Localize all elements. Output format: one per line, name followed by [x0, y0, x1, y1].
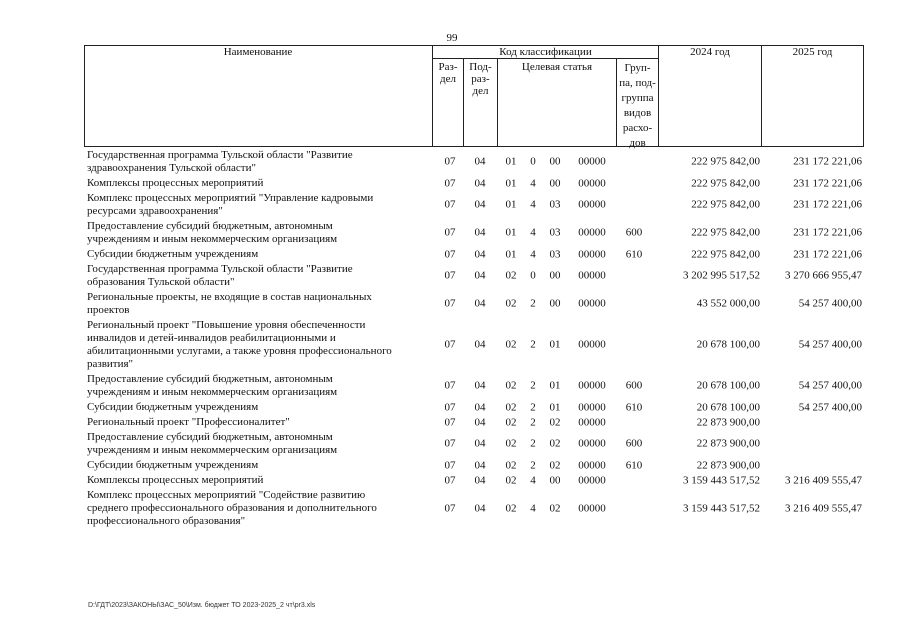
- cell-podrazdel: 04: [474, 155, 486, 168]
- cell-cs2: 2: [530, 297, 536, 310]
- header-name: Наименование: [223, 46, 293, 58]
- cell-cs3: 00: [549, 297, 561, 310]
- cell-y2024: 222 975 842,00: [691, 198, 760, 211]
- cell-cs1: 02: [505, 338, 517, 351]
- cell-y2024: 3 159 443 517,52: [683, 474, 760, 486]
- cell-cs4: 00000: [578, 401, 606, 413]
- table-row: [0, 148, 904, 176]
- cell-podrazdel: 04: [474, 502, 486, 514]
- cell-cs3: 00: [549, 474, 561, 486]
- table-row: [0, 430, 904, 458]
- cell-y2025: 231 172 221,06: [793, 198, 862, 211]
- cell-cs2: 2: [530, 379, 536, 392]
- cell-cs4: 00000: [578, 459, 606, 471]
- cell-cs2: 2: [530, 338, 536, 351]
- cell-cs3: 02: [549, 437, 561, 450]
- cell-y2025: 231 172 221,06: [793, 155, 862, 168]
- table-row: [0, 488, 904, 529]
- cell-cs1: 02: [505, 459, 517, 471]
- cell-cs1: 01: [505, 198, 517, 211]
- cell-y2024: 222 975 842,00: [691, 226, 760, 239]
- cell-podrazdel: 04: [474, 401, 486, 413]
- table-row: [0, 372, 904, 400]
- cell-y2024: 3 202 995 517,52: [683, 269, 760, 282]
- cell-cs2: 0: [530, 155, 536, 168]
- row-name: Предоставление субсидий бюджетным, автономным учреждениям и иным некоммерческим организациям: [87, 220, 338, 245]
- cell-y2024: 22 873 900,00: [696, 437, 760, 450]
- cell-y2025: 3 216 409 555,47: [785, 474, 862, 486]
- cell-y2024: 43 552 000,00: [696, 297, 760, 310]
- header-target-article: Целевая статья: [521, 61, 593, 73]
- cell-y2025: 3 270 666 955,47: [785, 269, 862, 282]
- cell-cs1: 02: [505, 379, 517, 392]
- row-name: Региональные проекты, не входящие в состав национальных проектов: [87, 291, 372, 316]
- table-row: [0, 176, 904, 191]
- cell-grp: 600: [625, 226, 643, 239]
- cell-razdel: 07: [444, 338, 456, 351]
- table-row: [0, 262, 904, 290]
- cell-cs1: 02: [505, 474, 517, 486]
- cell-cs1: 01: [505, 155, 517, 168]
- cell-cs1: 02: [505, 502, 517, 514]
- cell-y2025: 231 172 221,06: [793, 226, 862, 239]
- row-name: Региональный проект "Повышение уровня обеспеченности инвалидов и детей-инвалидов реабилитационными и абилитационными услугами, а также уровня профессионального развития": [87, 319, 392, 370]
- cell-y2024: 3 159 443 517,52: [683, 502, 760, 514]
- cell-y2025: 3 216 409 555,47: [785, 502, 862, 514]
- cell-razdel: 07: [444, 459, 456, 471]
- row-name: Комплексы процессных мероприятий: [87, 474, 264, 486]
- cell-y2024: 22 873 900,00: [696, 416, 760, 428]
- cell-cs2: 2: [530, 416, 536, 428]
- cell-cs2: 4: [530, 474, 536, 486]
- cell-cs4: 00000: [578, 177, 606, 189]
- cell-razdel: 07: [444, 226, 456, 239]
- cell-podrazdel: 04: [474, 416, 486, 428]
- row-name: Предоставление субсидий бюджетным, автономным учреждениям и иным некоммерческим организациям: [87, 431, 338, 456]
- header-2024: 2024 год: [690, 46, 730, 58]
- cell-cs4: 00000: [578, 502, 606, 514]
- cell-cs3: 03: [549, 198, 561, 211]
- cell-cs3: 02: [549, 502, 561, 514]
- cell-cs2: 2: [530, 459, 536, 471]
- cell-razdel: 07: [444, 198, 456, 211]
- cell-razdel: 07: [444, 269, 456, 282]
- cell-podrazdel: 04: [474, 177, 486, 189]
- cell-cs2: 4: [530, 198, 536, 211]
- table-row: [0, 400, 904, 415]
- cell-cs3: 01: [549, 338, 561, 351]
- cell-cs1: 01: [505, 248, 517, 260]
- cell-cs1: 02: [505, 401, 517, 413]
- cell-razdel: 07: [444, 437, 456, 450]
- row-name: Предоставление субсидий бюджетным, автономным учреждениям и иным некоммерческим организациям: [87, 373, 338, 398]
- cell-cs3: 00: [549, 155, 561, 168]
- cell-razdel: 07: [444, 474, 456, 486]
- cell-y2024: 222 975 842,00: [691, 177, 760, 189]
- row-name: Субсидии бюджетным учреждениям: [87, 401, 259, 413]
- cell-razdel: 07: [444, 379, 456, 392]
- cell-podrazdel: 04: [474, 459, 486, 471]
- header-razdel: Раз- дел: [438, 61, 458, 85]
- row-name: Государственная программа Тульской области "Развитие образования Тульской области": [87, 263, 353, 288]
- cell-cs3: 00: [549, 177, 561, 189]
- cell-cs3: 01: [549, 379, 561, 392]
- cell-cs4: 00000: [578, 248, 606, 260]
- row-name: Субсидии бюджетным учреждениям: [87, 248, 259, 260]
- cell-cs2: 0: [530, 269, 536, 282]
- cell-y2025: 54 257 400,00: [798, 297, 862, 310]
- table-row: [0, 219, 904, 247]
- table-row: [0, 318, 904, 372]
- cell-razdel: 07: [444, 502, 456, 514]
- cell-cs4: 00000: [578, 297, 606, 310]
- file-path: D:\ГДТ\2023\ЗАКОНЫ\ЗАС_50\Изм. бюджет ТО 2023-2025_2 чт\pr3.xls: [88, 602, 316, 609]
- cell-cs2: 2: [530, 437, 536, 450]
- cell-grp: 610: [625, 401, 643, 413]
- cell-podrazdel: 04: [474, 437, 486, 450]
- cell-cs4: 00000: [578, 379, 606, 392]
- row-name: Региональный проект "Профессионалитет": [87, 416, 290, 428]
- cell-cs4: 00000: [578, 474, 606, 486]
- cell-cs4: 00000: [578, 226, 606, 239]
- cell-cs4: 00000: [578, 416, 606, 428]
- table-header: [84, 45, 864, 147]
- cell-cs1: 02: [505, 269, 517, 282]
- cell-razdel: 07: [444, 248, 456, 260]
- cell-razdel: 07: [444, 416, 456, 428]
- cell-cs4: 00000: [578, 155, 606, 168]
- table-row: [0, 473, 904, 488]
- header-podrazdel: Под- раз- дел: [469, 61, 492, 97]
- cell-podrazdel: 04: [474, 269, 486, 282]
- cell-cs2: 4: [530, 248, 536, 260]
- cell-cs1: 02: [505, 297, 517, 310]
- cell-podrazdel: 04: [474, 198, 486, 211]
- header-classification: Код классификации: [499, 46, 592, 58]
- cell-y2024: 222 975 842,00: [691, 248, 760, 260]
- cell-cs2: 4: [530, 177, 536, 189]
- cell-y2025: 54 257 400,00: [798, 379, 862, 392]
- cell-y2025: 231 172 221,06: [793, 177, 862, 189]
- cell-razdel: 07: [444, 177, 456, 189]
- cell-y2024: 20 678 100,00: [696, 379, 760, 392]
- cell-cs2: 4: [530, 502, 536, 514]
- cell-razdel: 07: [444, 297, 456, 310]
- cell-y2024: 222 975 842,00: [691, 155, 760, 168]
- cell-grp: 600: [625, 437, 643, 450]
- cell-cs1: 01: [505, 177, 517, 189]
- table-row: [0, 458, 904, 473]
- row-name: Государственная программа Тульской области "Развитие здравоохранения Тульской области": [87, 149, 353, 174]
- cell-cs4: 00000: [578, 338, 606, 351]
- table-body: [0, 148, 904, 529]
- cell-cs1: 02: [505, 416, 517, 428]
- cell-podrazdel: 04: [474, 379, 486, 392]
- cell-cs4: 00000: [578, 198, 606, 211]
- cell-y2025: 54 257 400,00: [798, 338, 862, 351]
- row-name: Субсидии бюджетным учреждениям: [87, 459, 259, 471]
- cell-podrazdel: 04: [474, 297, 486, 310]
- cell-razdel: 07: [444, 155, 456, 168]
- cell-y2024: 22 873 900,00: [696, 459, 760, 471]
- cell-cs3: 02: [549, 416, 561, 428]
- row-name: Комплекс процессных мероприятий "Управление кадровыми ресурсами здравоохранения": [87, 192, 374, 217]
- table-row: [0, 191, 904, 219]
- cell-podrazdel: 04: [474, 474, 486, 486]
- cell-podrazdel: 04: [474, 338, 486, 351]
- cell-cs4: 00000: [578, 269, 606, 282]
- cell-y2024: 20 678 100,00: [696, 338, 760, 351]
- row-name: Комплекс процессных мероприятий "Содействие развитию среднего профессионального образования и дополнительного профессионального образования": [87, 489, 377, 527]
- cell-cs2: 4: [530, 226, 536, 239]
- cell-grp: 610: [625, 459, 643, 471]
- row-name: Комплексы процессных мероприятий: [87, 177, 264, 189]
- cell-cs3: 01: [549, 401, 561, 413]
- header-group: Груп- па, под- группа видов расхо- дов: [619, 62, 656, 149]
- cell-cs2: 2: [530, 401, 536, 413]
- table-row: [0, 415, 904, 430]
- cell-podrazdel: 04: [474, 248, 486, 260]
- cell-cs3: 03: [549, 226, 561, 239]
- cell-cs3: 02: [549, 459, 561, 471]
- cell-y2025: 54 257 400,00: [798, 401, 862, 413]
- table-row: [0, 290, 904, 318]
- cell-cs1: 01: [505, 226, 517, 239]
- cell-cs3: 00: [549, 269, 561, 282]
- cell-y2024: 20 678 100,00: [696, 401, 760, 413]
- cell-y2025: 231 172 221,06: [793, 248, 862, 260]
- cell-grp: 600: [625, 379, 643, 392]
- cell-razdel: 07: [444, 401, 456, 413]
- cell-cs3: 03: [549, 248, 561, 260]
- table-row: [0, 247, 904, 262]
- cell-cs1: 02: [505, 437, 517, 450]
- cell-cs4: 00000: [578, 437, 606, 450]
- cell-grp: 610: [625, 248, 643, 260]
- cell-podrazdel: 04: [474, 226, 486, 239]
- page-number: 99: [446, 32, 458, 44]
- header-2025: 2025 год: [792, 46, 833, 58]
